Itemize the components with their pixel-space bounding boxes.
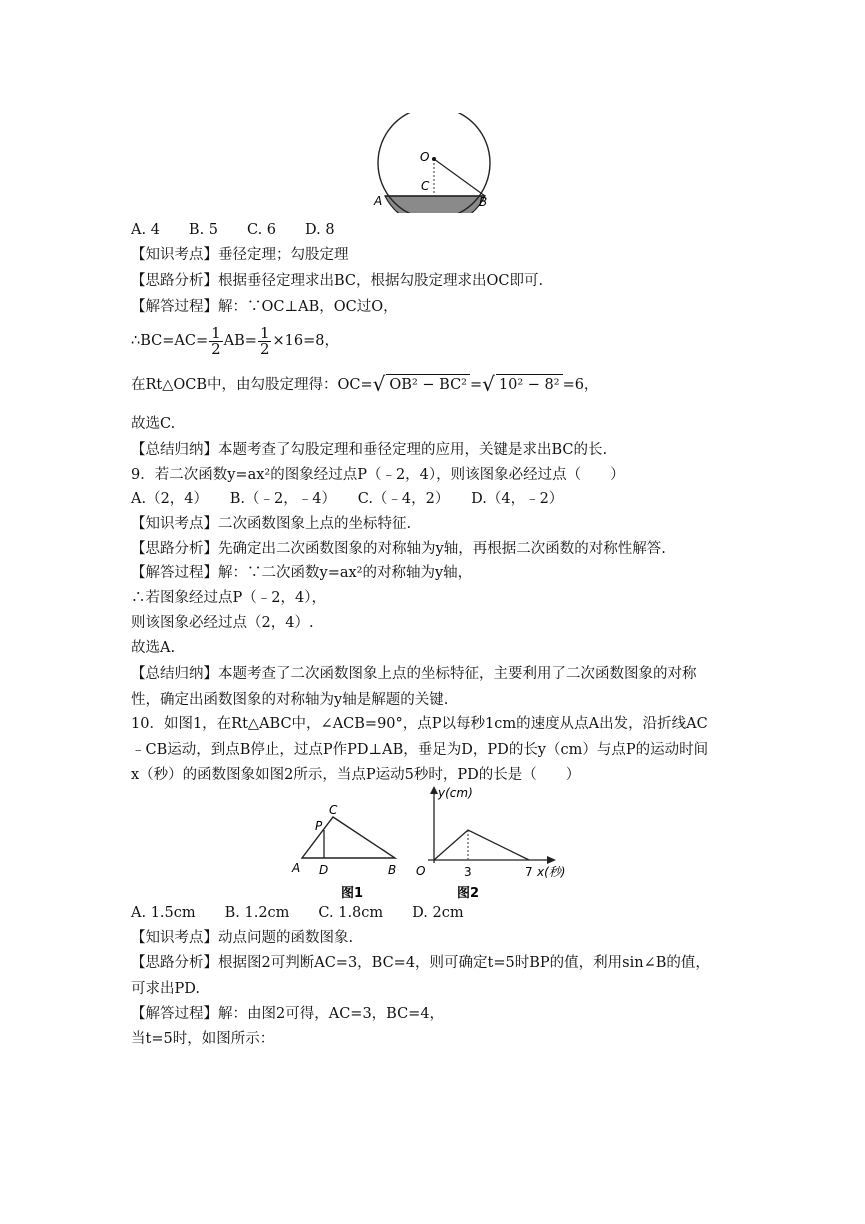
sqrt-icon: √ [372, 372, 386, 396]
caption-fig1: 图1 [341, 886, 364, 901]
q9-process: 【解答过程】解：∵二次函数y=ax²的对称轴为y轴， [131, 565, 473, 581]
circle-figure [368, 113, 498, 213]
fraction-half [209, 323, 223, 358]
q10-analysis-1: 【思路分析】根据图2可判断AC=3，BC=4，则可确定t=5时BP的值，利用sin∠B的值， [131, 955, 710, 971]
q8-step1 [131, 324, 339, 358]
q8-step2-eq: = [469, 377, 483, 393]
q10-process: 【解答过程】解：由图2可得，AC=3，BC=4， [131, 1006, 445, 1022]
fraction-numerator-2: 1 [259, 323, 270, 342]
label-b-fig1: B [388, 863, 397, 877]
label-a: A [374, 194, 383, 208]
shaded-segment [385, 195, 488, 213]
y-axis-label: y(cm) [438, 786, 473, 800]
label-o: O [420, 150, 430, 164]
q8-analysis: 【思路分析】根据垂径定理求出BC，根据勾股定理求出OC即可. [131, 273, 544, 289]
x-axis-arrow-icon [547, 856, 556, 864]
x-axis-label: x(秒) [537, 865, 566, 879]
q9-options: A.（2，4） B.（﹣2，﹣4） C.（﹣4，2） D.（4，﹣2） [131, 491, 564, 507]
caption-fig2: 图2 [457, 886, 480, 901]
label-a-fig1: A [292, 861, 301, 875]
q9-question: 9．若二次函数y=ax²的图象经过点P（﹣2，4），则该图象必经过点（ ） [131, 467, 625, 483]
q8-step2 [131, 374, 598, 395]
q10-question-3: x（秒）的函数图象如图2所示，当点P运动5秒时，PD的长是（ ） [131, 767, 581, 783]
origin-label: O [416, 864, 426, 878]
q8-process: 【解答过程】解：∵OC⊥AB，OC过O， [131, 299, 398, 315]
fraction-denominator: 2 [211, 339, 221, 358]
q10-step1: 当t=5时，如图所示： [131, 1031, 275, 1047]
q8-step1-prefix: ∴BC=AC= [131, 333, 209, 349]
label-c-fig1: C [329, 803, 338, 817]
q8-summary: 【总结归纳】本题考查了勾股定理和垂径定理的应用，关键是求出BC的长. [131, 442, 608, 458]
q9-summary-2: 性，确定出函数图象的对称轴为y轴是解题的关键. [131, 692, 449, 708]
label-d-fig1: D [319, 863, 329, 877]
function-graph-figure [408, 783, 578, 905]
q10-options: A. 1.5cm B. 1.2cm C. 1.8cm D. 2cm [131, 905, 464, 921]
q8-step1-mid: AB= [223, 333, 257, 349]
fraction-half-2 [258, 323, 272, 358]
label-p-fig1: P [315, 819, 323, 833]
q9-step1: ∴若图象经过点P（﹣2，4）， [131, 590, 326, 606]
radicand-1: OB² − BC² [386, 374, 470, 395]
radicand-2: 10² − 8² [496, 374, 563, 395]
radius-ob [434, 159, 485, 196]
tick-label-3: 3 [464, 865, 472, 879]
q10-analysis-2: 可求出PD. [131, 981, 200, 997]
q9-summary-1: 【总结归纳】本题考查了二次函数图象上点的坐标特征，主要利用了二次函数图象的对称 [131, 666, 697, 682]
q10-question-2: ﹣CB运动，到点B停止，过点P作PD⊥AB，垂足为D，PD的长y（cm）与点P的运动时间 [131, 742, 709, 758]
q9-analysis: 【思路分析】先确定出二次函数图象的对称轴为y轴，再根据二次函数的对称性解答. [131, 541, 666, 557]
sqrt-icon-2: √ [482, 372, 495, 396]
label-b: B [479, 195, 488, 209]
q9-step2: 则该图象必经过点（2，4）. [131, 615, 314, 631]
q9-choice: 故选A. [131, 640, 176, 656]
q9-knowledge: 【知识考点】二次函数图象上点的坐标特征. [131, 516, 412, 532]
q8-options: A. 4 B. 5 C. 6 D. 8 [131, 222, 335, 238]
tick-label-7: 7 [525, 865, 533, 879]
q10-question-1: 10．如图1，在Rt△ABC中，∠ACB=90°，点P以每秒1cm的速度从点A出发，沿折线AC [131, 716, 708, 732]
q8-step2-suffix: =6， [562, 377, 599, 393]
triangle-figure [288, 800, 408, 905]
q8-choice: 故选C. [131, 416, 176, 432]
center-point [432, 157, 436, 161]
label-c: C [421, 179, 430, 193]
y-axis-arrow-icon [430, 786, 438, 794]
fraction-denominator-2: 2 [259, 339, 270, 358]
q8-step1-suffix: ×16=8， [272, 333, 339, 349]
q10-knowledge: 【知识考点】动点问题的函数图象. [131, 930, 354, 946]
fraction-numerator: 1 [211, 323, 221, 342]
q8-knowledge: 【知识考点】垂径定理；勾股定理 [131, 247, 349, 263]
graph-line [434, 830, 529, 860]
q8-step2-prefix: 在Rt△OCB中，由勾股定理得：OC= [131, 377, 373, 393]
